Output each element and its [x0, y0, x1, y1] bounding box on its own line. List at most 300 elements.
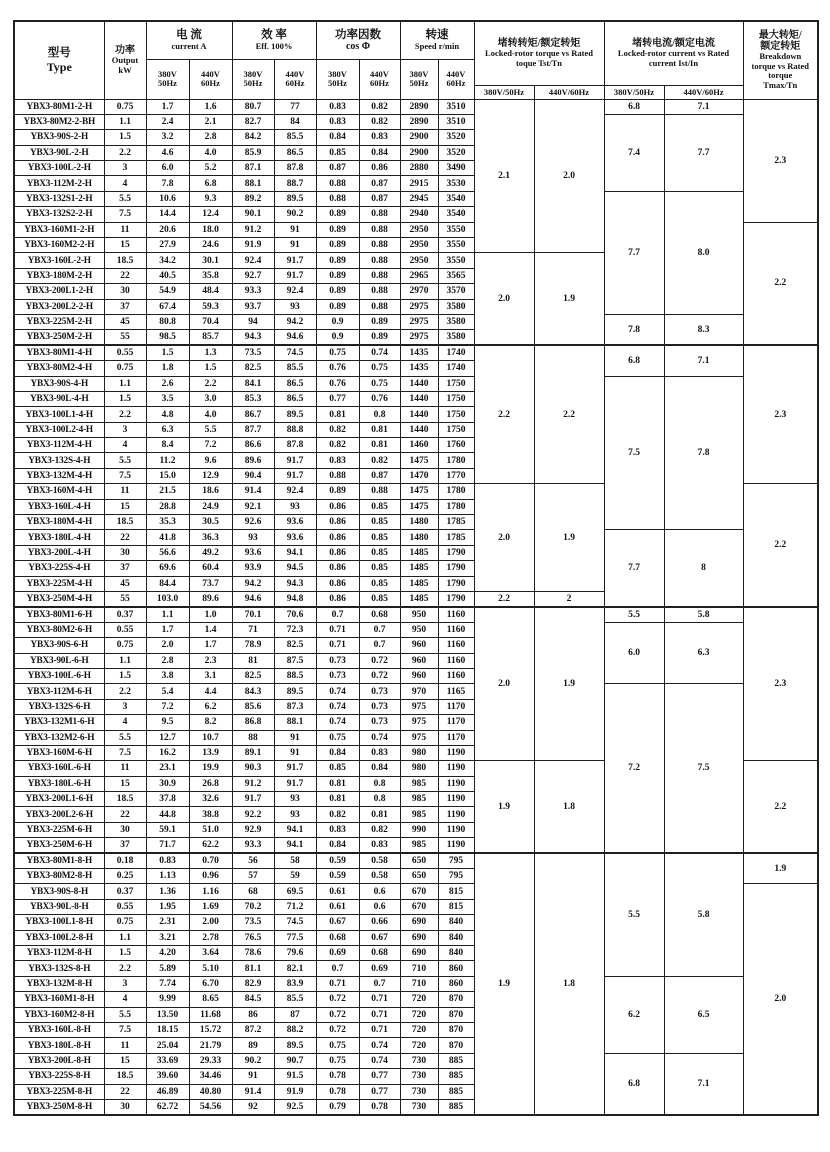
cell-cos-60hz: 0.71	[359, 992, 400, 1007]
col-header-type	[14, 21, 104, 99]
cell-cos-60hz: 0.74	[359, 1053, 400, 1068]
cell-speed-60hz: 1160	[438, 668, 474, 683]
cell-tmax: 2.0	[743, 884, 818, 1115]
cell-eff-50hz: 91.4	[232, 1084, 274, 1099]
cell-eff-60hz: 58	[274, 853, 316, 868]
cell-current-50hz: 33.69	[146, 1053, 189, 1068]
cell-cos-60hz: 0.87	[359, 468, 400, 483]
cell-speed-50hz: 2890	[400, 114, 438, 129]
cell-current-50hz: 1.1	[146, 607, 189, 622]
cell-eff-60hz: 82.1	[274, 961, 316, 976]
cell-eff-60hz: 92.4	[274, 484, 316, 499]
col-header-power-factor	[316, 21, 400, 59]
cell-cos-60hz: 0.74	[359, 345, 400, 360]
cell-ist-60hz: 7.1	[664, 1053, 743, 1115]
subheader-cos-440v	[359, 59, 400, 99]
cell-speed-60hz: 1750	[438, 407, 474, 422]
cell-speed-60hz: 1190	[438, 792, 474, 807]
cell-speed-50hz: 975	[400, 699, 438, 714]
cell-eff-60hz: 82.5	[274, 638, 316, 653]
cell-power-kw: 4	[104, 176, 146, 191]
cell-cos-60hz: 0.66	[359, 915, 400, 930]
cell-cos-60hz: 0.67	[359, 930, 400, 945]
cell-eff-50hz: 93.6	[232, 545, 274, 560]
cell-current-60hz: 9.3	[189, 191, 232, 206]
cell-current-60hz: 10.7	[189, 730, 232, 745]
cell-current-50hz: 34.2	[146, 253, 189, 268]
cell-cos-50hz: 0.71	[316, 976, 359, 991]
cell-eff-60hz: 86.5	[274, 376, 316, 391]
cell-current-50hz: 11.2	[146, 453, 189, 468]
cell-cos-60hz: 0.7	[359, 976, 400, 991]
cell-tst-60hz: 1.8	[534, 761, 604, 853]
cell-ist-50hz: 5.5	[604, 607, 664, 622]
cell-cos-50hz: 0.84	[316, 838, 359, 853]
cell-speed-50hz: 2940	[400, 207, 438, 222]
subheader-ist-440v: 440V/60Hz	[664, 85, 743, 99]
cell-current-50hz: 15.0	[146, 468, 189, 483]
cell-current-50hz: 13.50	[146, 1007, 189, 1022]
cell-current-50hz: 21.5	[146, 484, 189, 499]
cell-power-kw: 4	[104, 438, 146, 453]
cell-eff-50hz: 91.2	[232, 776, 274, 791]
cell-eff-60hz: 87.8	[274, 161, 316, 176]
cell-power-kw: 55	[104, 592, 146, 607]
cell-type: YBX3-180L-8-H	[14, 1038, 104, 1053]
cell-power-kw: 0.75	[104, 99, 146, 114]
cell-power-kw: 0.75	[104, 638, 146, 653]
cell-eff-60hz: 93.6	[274, 530, 316, 545]
cell-power-kw: 0.25	[104, 869, 146, 884]
hz-label: 50Hz	[328, 78, 347, 88]
cell-ist-50hz: 7.8	[604, 314, 664, 345]
cell-speed-60hz: 1740	[438, 345, 474, 360]
cell-speed-60hz: 1190	[438, 745, 474, 760]
cell-cos-50hz: 0.75	[316, 1038, 359, 1053]
cell-current-50hz: 69.6	[146, 561, 189, 576]
cell-current-50hz: 0.83	[146, 853, 189, 868]
cell-speed-60hz: 1190	[438, 807, 474, 822]
cell-current-50hz: 5.89	[146, 961, 189, 976]
cell-eff-50hz: 85.9	[232, 145, 274, 160]
table-row	[14, 345, 818, 360]
cell-current-60hz: 18.6	[189, 484, 232, 499]
cell-current-50hz: 28.8	[146, 499, 189, 514]
cell-cos-50hz: 0.81	[316, 792, 359, 807]
cell-current-50hz: 2.31	[146, 915, 189, 930]
cell-current-60hz: 3.1	[189, 668, 232, 683]
cell-cos-50hz: 0.74	[316, 715, 359, 730]
subheader-tst-380v: 380V/50Hz	[474, 85, 534, 99]
cell-cos-60hz: 0.6	[359, 884, 400, 899]
cell-speed-50hz: 985	[400, 792, 438, 807]
cell-power-kw: 0.55	[104, 345, 146, 360]
cell-power-kw: 3	[104, 699, 146, 714]
cell-type: YBX3-100L2-4-H	[14, 422, 104, 437]
cell-speed-60hz: 840	[438, 915, 474, 930]
cell-speed-60hz: 3490	[438, 161, 474, 176]
cell-speed-50hz: 690	[400, 945, 438, 960]
cell-power-kw: 0.37	[104, 607, 146, 622]
cell-current-60hz: 1.4	[189, 622, 232, 637]
cell-current-50hz: 1.5	[146, 345, 189, 360]
cell-speed-50hz: 720	[400, 1022, 438, 1037]
cell-speed-60hz: 1160	[438, 638, 474, 653]
cell-current-60hz: 34.46	[189, 1069, 232, 1084]
cell-eff-60hz: 91	[274, 222, 316, 237]
cell-speed-50hz: 690	[400, 915, 438, 930]
cell-power-kw: 15	[104, 238, 146, 253]
tmax-header-en4: Tmax/Tn	[763, 79, 798, 90]
cell-cos-50hz: 0.9	[316, 314, 359, 329]
cell-power-kw: 55	[104, 330, 146, 345]
cell-current-50hz: 84.4	[146, 576, 189, 591]
cell-eff-50hz: 84.1	[232, 376, 274, 391]
cell-type: YBX3-160L-8-H	[14, 1022, 104, 1037]
cell-ist-60hz: 7.1	[664, 99, 743, 114]
cell-eff-50hz: 78.6	[232, 945, 274, 960]
cell-cos-50hz: 0.73	[316, 668, 359, 683]
col-header-power	[104, 21, 146, 99]
cell-eff-50hz: 85.6	[232, 699, 274, 714]
cell-cos-60hz: 0.72	[359, 668, 400, 683]
cell-cos-50hz: 0.83	[316, 453, 359, 468]
cell-eff-50hz: 89	[232, 1038, 274, 1053]
cell-speed-50hz: 2945	[400, 191, 438, 206]
cell-speed-60hz: 3510	[438, 114, 474, 129]
cell-speed-60hz: 885	[438, 1053, 474, 1068]
cell-cos-50hz: 0.86	[316, 561, 359, 576]
cell-power-kw: 37	[104, 561, 146, 576]
cell-cos-50hz: 0.89	[316, 253, 359, 268]
cell-speed-60hz: 1790	[438, 576, 474, 591]
cell-current-60hz: 73.7	[189, 576, 232, 591]
volt-label: 440V	[285, 68, 305, 79]
cell-tst-50hz: 2.1	[474, 99, 534, 253]
cell-current-60hz: 1.5	[189, 361, 232, 376]
cell-speed-60hz: 1760	[438, 438, 474, 453]
cell-power-kw: 7.5	[104, 745, 146, 760]
cell-ist-60hz: 8	[664, 530, 743, 607]
cell-cos-60hz: 0.83	[359, 838, 400, 853]
cell-current-50hz: 2.4	[146, 114, 189, 129]
cell-eff-60hz: 77	[274, 99, 316, 114]
cell-current-50hz: 7.74	[146, 976, 189, 991]
cell-current-60hz: 40.80	[189, 1084, 232, 1099]
cell-speed-50hz: 980	[400, 761, 438, 776]
cell-speed-60hz: 840	[438, 945, 474, 960]
cell-cos-60hz: 0.71	[359, 1022, 400, 1037]
motor-spec-table	[13, 20, 819, 1116]
cell-cos-60hz: 0.88	[359, 238, 400, 253]
cell-power-kw: 37	[104, 838, 146, 853]
cell-speed-60hz: 1770	[438, 468, 474, 483]
cell-current-50hz: 18.15	[146, 1022, 189, 1037]
cell-power-kw: 1.1	[104, 114, 146, 129]
cell-current-50hz: 23.1	[146, 761, 189, 776]
cell-current-60hz: 8.65	[189, 992, 232, 1007]
cell-cos-60hz: 0.81	[359, 422, 400, 437]
cell-cos-60hz: 0.74	[359, 730, 400, 745]
cell-type: YBX3-132S-4-H	[14, 453, 104, 468]
cell-cos-60hz: 0.81	[359, 807, 400, 822]
cell-current-50hz: 3.21	[146, 930, 189, 945]
cell-current-60hz: 5.10	[189, 961, 232, 976]
tmax-header-zh2: 额定转矩	[760, 41, 801, 53]
cell-type: YBX3-112M-6-H	[14, 684, 104, 699]
cell-eff-50hz: 92.9	[232, 822, 274, 837]
cell-type: YBX3-90S-8-H	[14, 884, 104, 899]
cell-current-50hz: 27.9	[146, 238, 189, 253]
cell-current-60hz: 38.8	[189, 807, 232, 822]
cell-type: YBX3-250M-8-H	[14, 1099, 104, 1114]
cell-eff-50hz: 90.4	[232, 468, 274, 483]
cell-type: YBX3-200L2-6-H	[14, 807, 104, 822]
cell-current-50hz: 2.0	[146, 638, 189, 653]
cell-type: YBX3-100L2-8-H	[14, 930, 104, 945]
cell-type: YBX3-160M2-2-H	[14, 238, 104, 253]
cell-type: YBX3-80M2-8-H	[14, 869, 104, 884]
cell-eff-60hz: 94.1	[274, 822, 316, 837]
cell-speed-60hz: 3580	[438, 299, 474, 314]
cell-type: YBX3-80M1-4-H	[14, 345, 104, 360]
cell-eff-50hz: 68	[232, 884, 274, 899]
cell-type: YBX3-132S1-2-H	[14, 191, 104, 206]
cell-eff-50hz: 84.5	[232, 992, 274, 1007]
cell-speed-50hz: 1460	[400, 438, 438, 453]
cell-cos-60hz: 0.89	[359, 314, 400, 329]
cell-current-60hz: 1.6	[189, 99, 232, 114]
table-row	[14, 530, 818, 545]
cell-type: YBX3-100L-6-H	[14, 668, 104, 683]
cell-current-50hz: 6.3	[146, 422, 189, 437]
cell-type: YBX3-90S-4-H	[14, 376, 104, 391]
cell-current-60hz: 15.72	[189, 1022, 232, 1037]
ist-header-zh: 堵转电流/额定电流	[632, 38, 715, 50]
cell-eff-50hz: 81	[232, 653, 274, 668]
cell-current-50hz: 7.2	[146, 699, 189, 714]
cell-current-60hz: 0.96	[189, 869, 232, 884]
cell-current-50hz: 103.0	[146, 592, 189, 607]
cell-current-60hz: 11.68	[189, 1007, 232, 1022]
cell-current-50hz: 7.8	[146, 176, 189, 191]
cell-ist-60hz: 7.7	[664, 114, 743, 191]
subheader-current-440v	[189, 59, 232, 99]
cell-cos-60hz: 0.58	[359, 869, 400, 884]
cell-current-50hz: 20.6	[146, 222, 189, 237]
cell-current-60hz: 6.2	[189, 699, 232, 714]
cell-eff-60hz: 88.2	[274, 1022, 316, 1037]
cell-cos-50hz: 0.88	[316, 176, 359, 191]
cell-type: YBX3-180L-6-H	[14, 776, 104, 791]
cell-speed-60hz: 3520	[438, 130, 474, 145]
cell-type: YBX3-80M1-2-H	[14, 99, 104, 114]
cell-ist-50hz: 7.7	[604, 530, 664, 607]
cell-current-60hz: 0.70	[189, 853, 232, 868]
cell-cos-60hz: 0.84	[359, 145, 400, 160]
cell-speed-60hz: 1780	[438, 484, 474, 499]
cell-power-kw: 15	[104, 499, 146, 514]
cell-eff-60hz: 84	[274, 114, 316, 129]
cell-cos-60hz: 0.73	[359, 684, 400, 699]
tmax-header-en1: Breakdown	[759, 51, 802, 62]
cell-speed-60hz: 1165	[438, 684, 474, 699]
cell-speed-50hz: 1435	[400, 345, 438, 360]
cell-type: YBX3-90L-6-H	[14, 653, 104, 668]
speed-header-en: Speed r/min	[414, 41, 460, 51]
cell-eff-50hz: 73.5	[232, 345, 274, 360]
cell-eff-50hz: 94.2	[232, 576, 274, 591]
cell-eff-60hz: 87	[274, 1007, 316, 1022]
cell-eff-60hz: 89.5	[274, 1038, 316, 1053]
cell-cos-50hz: 0.61	[316, 884, 359, 899]
cell-cos-60hz: 0.83	[359, 745, 400, 760]
cell-cos-50hz: 0.76	[316, 361, 359, 376]
cell-speed-60hz: 3550	[438, 222, 474, 237]
cell-type: YBX3-132S2-2-H	[14, 207, 104, 222]
cell-current-50hz: 14.4	[146, 207, 189, 222]
cell-current-50hz: 5.4	[146, 684, 189, 699]
tst-header-zh: 堵转转矩/额定转矩	[497, 38, 581, 50]
cell-power-kw: 45	[104, 576, 146, 591]
cell-eff-50hz: 84.3	[232, 684, 274, 699]
volt-label: 380V	[158, 68, 177, 79]
cell-power-kw: 15	[104, 776, 146, 791]
cell-cos-50hz: 0.76	[316, 376, 359, 391]
cell-power-kw: 7.5	[104, 1022, 146, 1037]
cell-power-kw: 1.5	[104, 945, 146, 960]
cell-speed-60hz: 1170	[438, 715, 474, 730]
cell-speed-50hz: 990	[400, 822, 438, 837]
cell-speed-50hz: 975	[400, 715, 438, 730]
cell-speed-50hz: 2900	[400, 130, 438, 145]
cell-speed-50hz: 730	[400, 1053, 438, 1068]
cell-cos-50hz: 0.83	[316, 99, 359, 114]
cell-cos-50hz: 0.78	[316, 1069, 359, 1084]
cell-cos-60hz: 0.82	[359, 453, 400, 468]
cell-power-kw: 0.18	[104, 853, 146, 868]
cell-cos-50hz: 0.85	[316, 761, 359, 776]
cell-current-60hz: 62.2	[189, 838, 232, 853]
cell-current-50hz: 59.1	[146, 822, 189, 837]
cell-tst-50hz: 2.2	[474, 592, 534, 607]
cell-speed-60hz: 3540	[438, 207, 474, 222]
cell-cos-50hz: 0.59	[316, 853, 359, 868]
cell-power-kw: 7.5	[104, 468, 146, 483]
cell-type: YBX3-160M-4-H	[14, 484, 104, 499]
cell-current-60hz: 35.8	[189, 268, 232, 283]
cell-current-60hz: 26.8	[189, 776, 232, 791]
cell-current-50hz: 71.7	[146, 838, 189, 853]
cell-cos-60hz: 0.88	[359, 207, 400, 222]
cell-cos-50hz: 0.75	[316, 1053, 359, 1068]
cell-current-50hz: 2.8	[146, 653, 189, 668]
cell-cos-50hz: 0.86	[316, 576, 359, 591]
cell-speed-50hz: 1470	[400, 468, 438, 483]
cell-current-60hz: 29.33	[189, 1053, 232, 1068]
cell-speed-60hz: 1160	[438, 653, 474, 668]
cell-eff-50hz: 70.1	[232, 607, 274, 622]
cell-cos-50hz: 0.74	[316, 684, 359, 699]
cell-current-60hz: 12.9	[189, 468, 232, 483]
cell-eff-50hz: 89.1	[232, 745, 274, 760]
cell-eff-60hz: 83.9	[274, 976, 316, 991]
cell-type: YBX3-180L-4-H	[14, 530, 104, 545]
cell-current-50hz: 35.3	[146, 515, 189, 530]
cell-power-kw: 5.5	[104, 1007, 146, 1022]
cell-eff-60hz: 77.5	[274, 930, 316, 945]
cell-cos-50hz: 0.81	[316, 407, 359, 422]
cell-cos-60hz: 0.75	[359, 376, 400, 391]
cell-type: YBX3-132M2-6-H	[14, 730, 104, 745]
cell-ist-50hz: 7.2	[604, 684, 664, 853]
cell-type: YBX3-225M-6-H	[14, 822, 104, 837]
cell-eff-60hz: 69.5	[274, 884, 316, 899]
cell-speed-50hz: 720	[400, 1007, 438, 1022]
cell-power-kw: 1.5	[104, 130, 146, 145]
cell-eff-50hz: 57	[232, 869, 274, 884]
tmax-header-zh1: 最大转矩/	[758, 30, 802, 42]
subheader-speed-380v	[400, 59, 438, 99]
cell-speed-50hz: 710	[400, 976, 438, 991]
cell-cos-60hz: 0.58	[359, 853, 400, 868]
cell-power-kw: 45	[104, 314, 146, 329]
cell-eff-60hz: 93.6	[274, 515, 316, 530]
col-header-ist	[604, 21, 743, 85]
cell-eff-50hz: 92.7	[232, 268, 274, 283]
cell-ist-50hz: 7.5	[604, 376, 664, 530]
cell-ist-50hz: 5.5	[604, 853, 664, 976]
cell-current-50hz: 54.9	[146, 284, 189, 299]
cell-eff-60hz: 74.5	[274, 345, 316, 360]
cell-current-60hz: 24.6	[189, 238, 232, 253]
cell-cos-50hz: 0.86	[316, 592, 359, 607]
cell-speed-60hz: 1790	[438, 561, 474, 576]
cell-speed-60hz: 1785	[438, 515, 474, 530]
cell-speed-50hz: 670	[400, 884, 438, 899]
cell-type: YBX3-160M1-2-H	[14, 222, 104, 237]
cell-type: YBX3-200L1-6-H	[14, 792, 104, 807]
cell-speed-60hz: 870	[438, 1038, 474, 1053]
cell-power-kw: 22	[104, 530, 146, 545]
cell-tst-60hz: 2	[534, 592, 604, 607]
hz-label: 60Hz	[201, 78, 220, 88]
cell-speed-50hz: 1485	[400, 592, 438, 607]
cell-current-60hz: 30.5	[189, 515, 232, 530]
cell-cos-50hz: 0.86	[316, 530, 359, 545]
cell-eff-60hz: 79.6	[274, 945, 316, 960]
cell-current-50hz: 9.99	[146, 992, 189, 1007]
cell-current-60hz: 6.8	[189, 176, 232, 191]
cell-cos-50hz: 0.72	[316, 1022, 359, 1037]
cell-type: YBX3-112M-4-H	[14, 438, 104, 453]
cell-cos-50hz: 0.7	[316, 961, 359, 976]
cell-ist-60hz: 5.8	[664, 853, 743, 976]
cell-current-60hz: 19.9	[189, 761, 232, 776]
cell-cos-50hz: 0.75	[316, 345, 359, 360]
cell-type: YBX3-225M-4-H	[14, 576, 104, 591]
cell-cos-60hz: 0.85	[359, 561, 400, 576]
cell-speed-50hz: 980	[400, 745, 438, 760]
cell-speed-60hz: 1790	[438, 592, 474, 607]
cell-power-kw: 2.2	[104, 145, 146, 160]
cell-eff-60hz: 88.8	[274, 422, 316, 437]
cell-eff-50hz: 89.6	[232, 453, 274, 468]
cell-cos-60hz: 0.82	[359, 822, 400, 837]
cell-type: YBX3-100L-2-H	[14, 161, 104, 176]
cell-power-kw: 18.5	[104, 515, 146, 530]
cell-eff-50hz: 76.5	[232, 930, 274, 945]
